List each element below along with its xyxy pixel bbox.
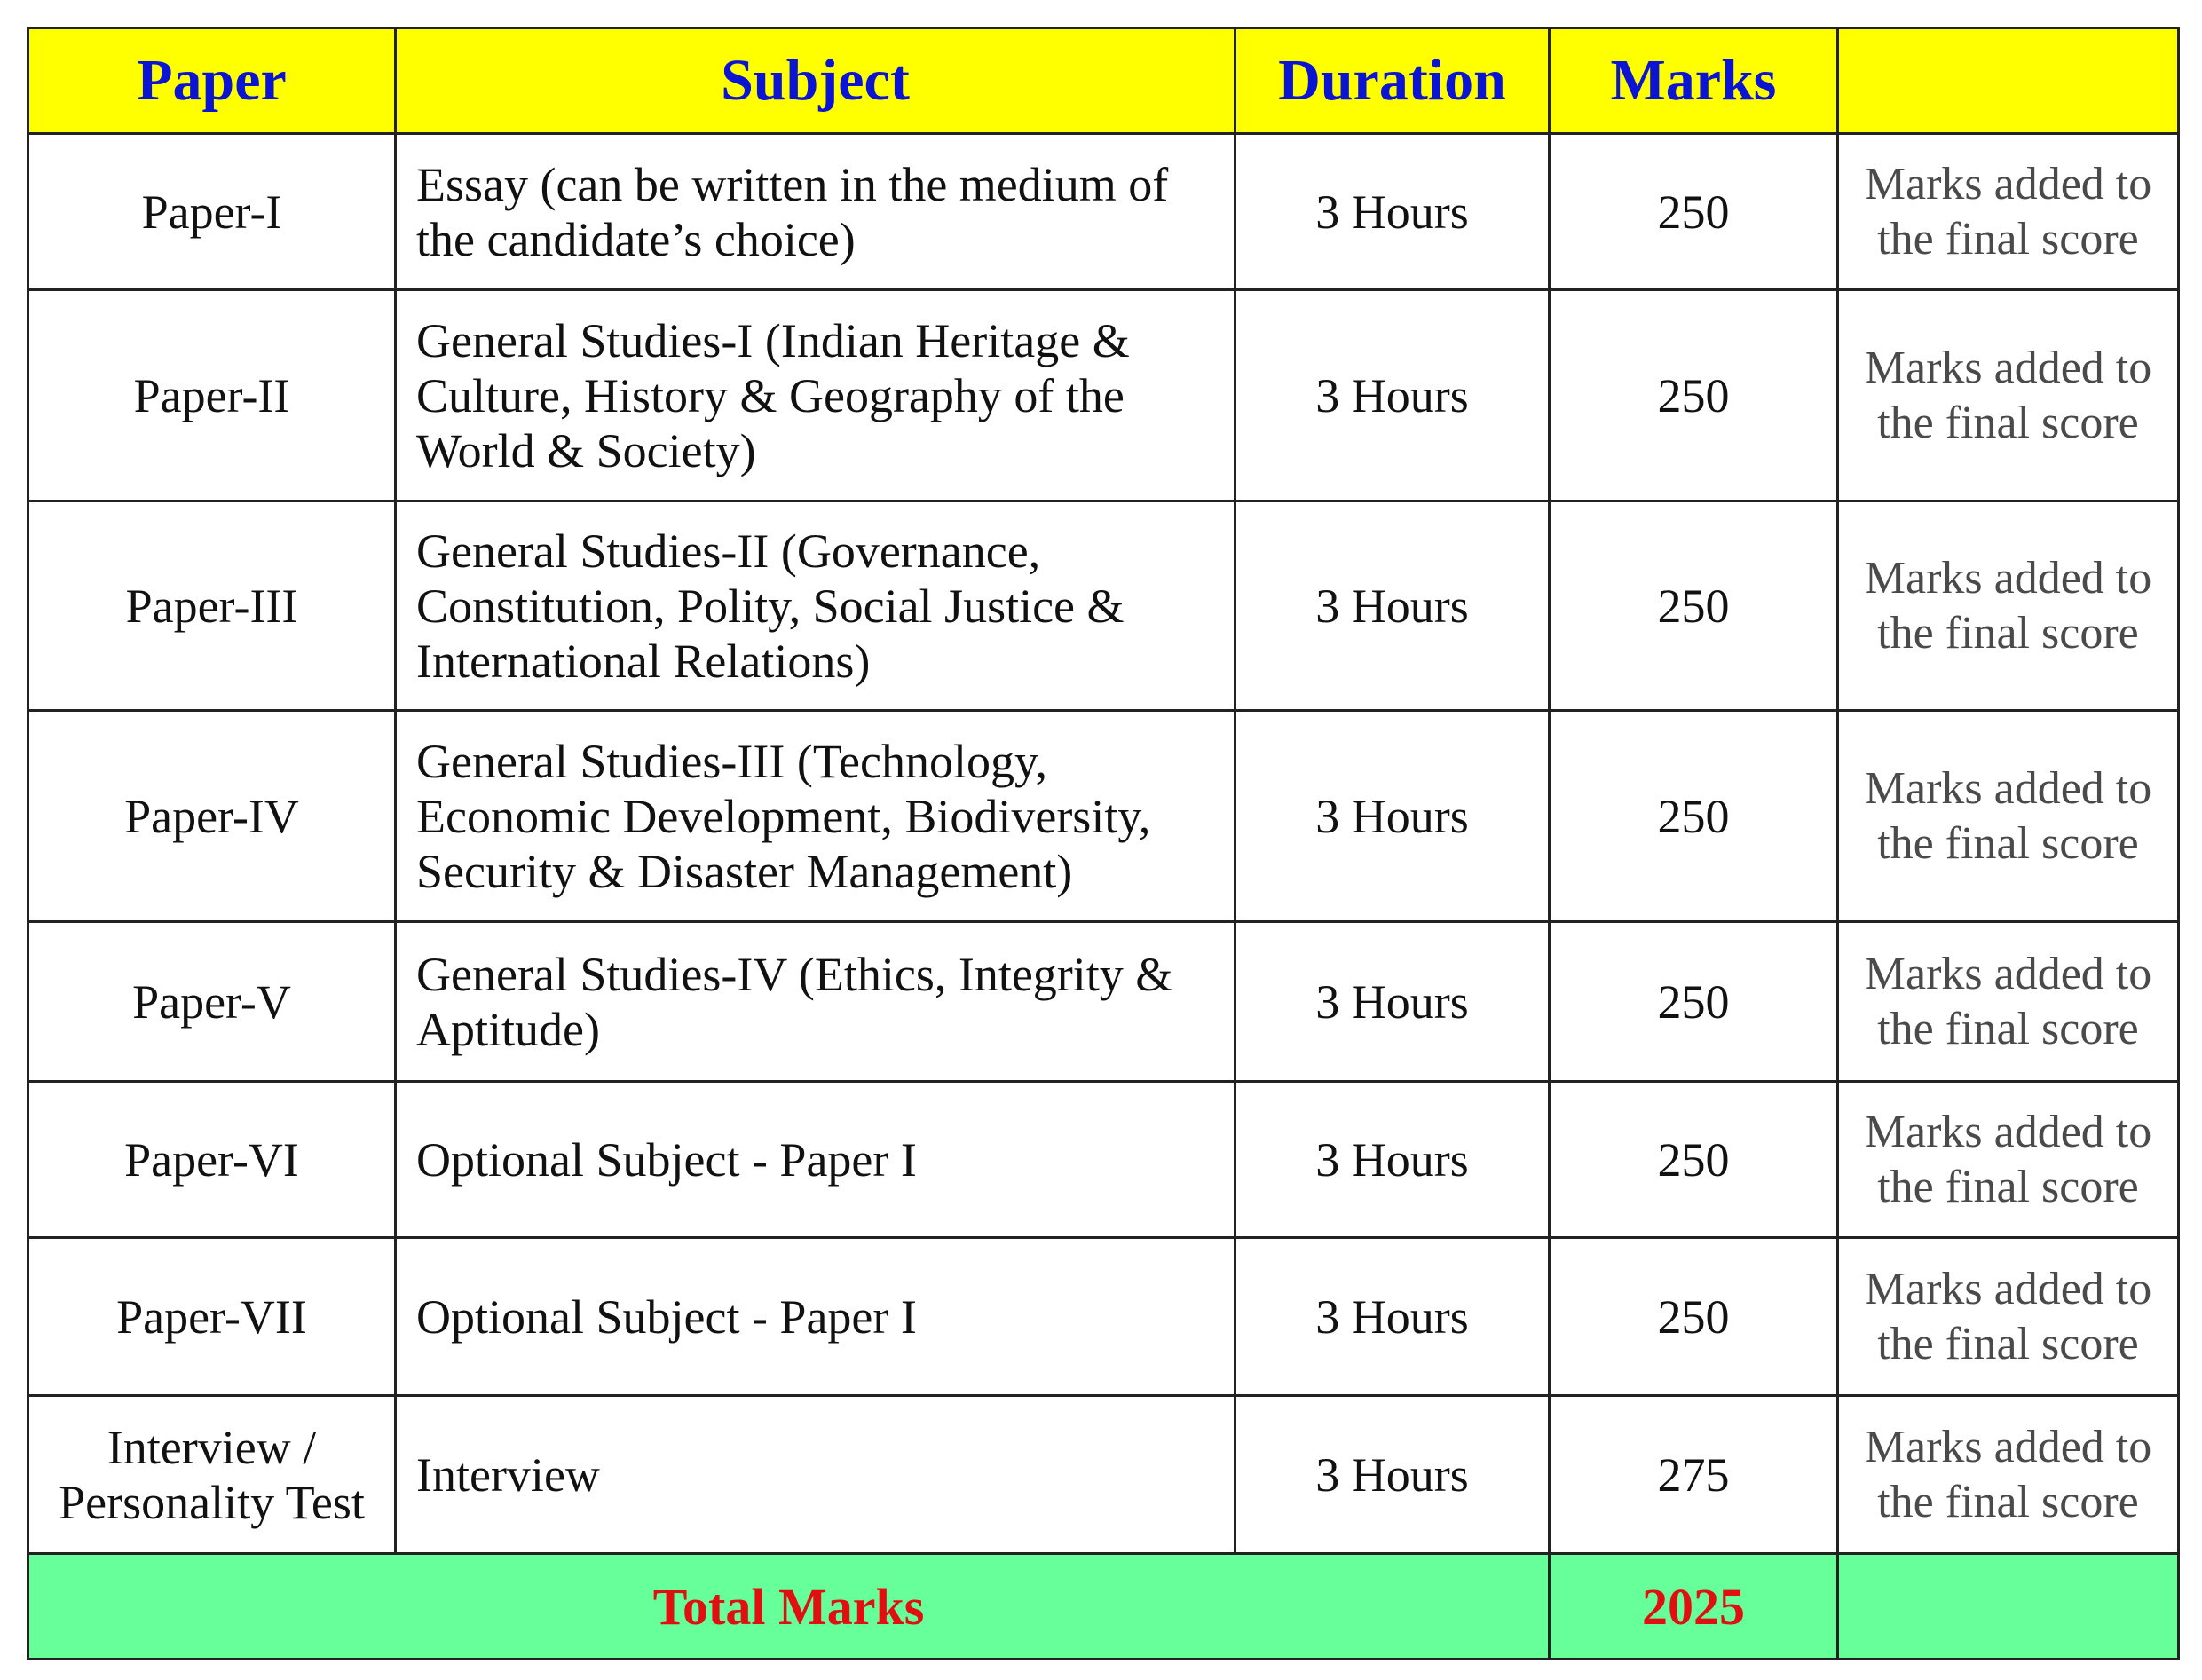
table-row [28, 290, 2179, 501]
header-paper: Paper [28, 28, 396, 134]
marks-cell: 250 [1550, 134, 1838, 290]
table-row [28, 134, 2179, 290]
subject-cell: Optional Subject - Paper I [396, 1238, 1235, 1396]
duration-cell: 3 Hours [1235, 134, 1550, 290]
table-row [28, 1082, 2179, 1238]
subject-cell: Optional Subject - Paper I [396, 1082, 1235, 1238]
note-cell: Marks added to the final score [1838, 134, 2179, 290]
marks-cell: 250 [1550, 711, 1838, 922]
duration-cell: 3 Hours [1235, 501, 1550, 711]
marks-cell: 250 [1550, 290, 1838, 501]
note-cell: Marks added to the final score [1838, 922, 2179, 1082]
table-row [28, 711, 2179, 922]
header-subject: Subject [396, 28, 1235, 134]
header-note [1838, 28, 2179, 134]
paper-cell: Paper-IV [28, 711, 396, 922]
duration-cell: 3 Hours [1235, 1396, 1550, 1554]
table-row [28, 922, 2179, 1082]
paper-cell: Paper-II [28, 290, 396, 501]
paper-cell: Paper-I [28, 134, 396, 290]
total-marks: 2025 [1550, 1554, 1838, 1660]
subject-cell: Essay (can be written in the medium of the candidate’s choice) [396, 134, 1235, 290]
marks-cell: 250 [1550, 1082, 1838, 1238]
paper-cell: Paper-V [28, 922, 396, 1082]
note-cell: Marks added to the final score [1838, 1396, 2179, 1554]
paper-cell: Paper-VII [28, 1238, 396, 1396]
subject-cell: General Studies-IV (Ethics, Integrity & Aptitude) [396, 922, 1235, 1082]
duration-cell: 3 Hours [1235, 1082, 1550, 1238]
subject-cell: General Studies-III (Technology, Economic Development, Biodiversity, Security & Disaster Management) [396, 711, 1235, 922]
paper-cell: Interview / Personality Test [28, 1396, 396, 1554]
subject-cell: General Studies-I (Indian Heritage & Culture, History & Geography of the World & Society) [396, 290, 1235, 501]
note-cell: Marks added to the final score [1838, 290, 2179, 501]
header-marks: Marks [1550, 28, 1838, 134]
note-cell: Marks added to the final score [1838, 711, 2179, 922]
table-header-row [28, 28, 2179, 134]
exam-scheme-table [27, 27, 2180, 1660]
marks-cell: 250 [1550, 922, 1838, 1082]
duration-cell: 3 Hours [1235, 711, 1550, 922]
total-row [28, 1554, 2179, 1660]
table-row [28, 1396, 2179, 1554]
total-note-cell [1838, 1554, 2179, 1660]
subject-cell: General Studies-II (Governance, Constitution, Polity, Social Justice & International Relations) [396, 501, 1235, 711]
duration-cell: 3 Hours [1235, 290, 1550, 501]
marks-cell: 250 [1550, 501, 1838, 711]
note-cell: Marks added to the final score [1838, 501, 2179, 711]
marks-cell: 275 [1550, 1396, 1838, 1554]
table-row [28, 501, 2179, 711]
duration-cell: 3 Hours [1235, 1238, 1550, 1396]
total-label: Total Marks [28, 1554, 1550, 1660]
paper-cell: Paper-III [28, 501, 396, 711]
note-cell: Marks added to the final score [1838, 1082, 2179, 1238]
subject-cell: Interview [396, 1396, 1235, 1554]
marks-cell: 250 [1550, 1238, 1838, 1396]
note-cell: Marks added to the final score [1838, 1238, 2179, 1396]
header-duration: Duration [1235, 28, 1550, 134]
paper-cell: Paper-VI [28, 1082, 396, 1238]
table-row [28, 1238, 2179, 1396]
duration-cell: 3 Hours [1235, 922, 1550, 1082]
